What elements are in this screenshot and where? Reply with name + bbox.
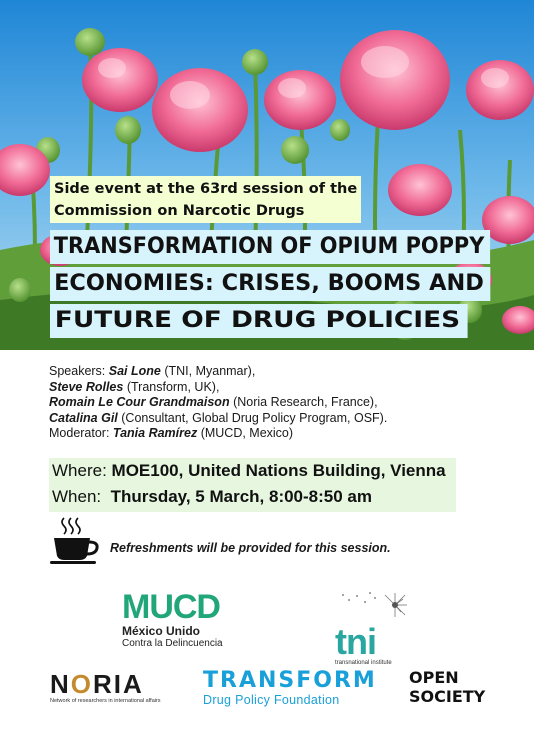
- noria-logo-sub: Network of researchers in international affairs: [50, 698, 161, 704]
- speaker-affiliation: (Noria Research, France),: [229, 395, 378, 409]
- event-title: [50, 230, 514, 341]
- speaker-name: Romain Le Cour Grandmaison: [49, 395, 230, 409]
- mucd-logo-mark: MUCD: [122, 588, 220, 626]
- tni-dandelion-icon: [335, 590, 415, 620]
- event-title-line3: FUTURE OF DRUG POLICIES: [50, 304, 467, 338]
- noria-logo-mark: [50, 670, 161, 698]
- moderator-affiliation: (MUCD, Mexico): [197, 426, 294, 440]
- speaker-line: [49, 395, 387, 411]
- transform-logo-sub: Drug Policy Foundation: [203, 693, 340, 707]
- noria-logo: [50, 670, 161, 705]
- mucd-logo: [122, 590, 223, 650]
- speakers-list: [49, 364, 387, 442]
- transform-logo-mark: TRANSFORM: [203, 668, 377, 693]
- mucd-logo-line1: México Unido: [122, 624, 201, 638]
- speaker-line: [49, 411, 387, 427]
- open-society-line1: OPEN: [409, 668, 459, 687]
- speaker-affiliation: (Transform, UK),: [123, 379, 220, 394]
- open-society-logo: [409, 668, 485, 706]
- speaker-line: [49, 380, 387, 396]
- where-label: Where:: [52, 461, 112, 480]
- moderator-line: [49, 426, 387, 442]
- speaker-line: [49, 364, 387, 380]
- speaker-affiliation: (TNI, Myanmar),: [160, 364, 256, 378]
- event-title-line1: TRANSFORMATION OF OPIUM POPPY: [50, 230, 490, 264]
- tni-logo: [335, 590, 415, 667]
- open-society-line2: SOCIETY: [409, 687, 486, 706]
- moderator-name: Tania Ramírez: [112, 426, 198, 440]
- event-subtitle-line2: Commission on Narcotic Drugs: [54, 203, 305, 219]
- tni-logo-mark: tni: [335, 621, 376, 662]
- when-label: When:: [52, 487, 111, 506]
- event-title-line2: ECONOMIES: CRISES, BOOMS AND: [50, 267, 490, 301]
- speaker-name: Sai Lone: [108, 364, 161, 378]
- where-line: [52, 458, 446, 484]
- speaker-name: Catalina Gil: [49, 410, 118, 425]
- tni-logo-sub: transnational institute: [335, 660, 392, 666]
- event-subtitle-line1: Side event at the 63rd session of the: [54, 181, 358, 197]
- noria-mark-ria: RIA: [93, 669, 144, 699]
- transform-logo: [203, 669, 377, 707]
- where-value: MOE100, United Nations Building, Vienna: [111, 461, 446, 480]
- speaker-affiliation: (Consultant, Global Drug Policy Program, OSF).: [117, 410, 388, 425]
- when-line: [52, 484, 446, 510]
- speakers-label: Speakers:: [49, 364, 109, 378]
- speaker-name: Steve Rolles: [49, 379, 124, 394]
- mucd-logo-line2: Contra la Delincuencia: [122, 638, 223, 649]
- noria-mark-o: O: [70, 669, 94, 699]
- event-subtitle: [50, 176, 361, 223]
- when-value: Thursday, 5 March, 8:00-8:50 am: [110, 487, 372, 506]
- logistics-box: [49, 458, 456, 512]
- coffee-cup-icon: [50, 516, 102, 571]
- moderator-label: Moderator:: [49, 426, 113, 440]
- noria-mark-n: N: [50, 669, 71, 699]
- refreshments-note: Refreshments will be provided for this session.: [110, 541, 391, 555]
